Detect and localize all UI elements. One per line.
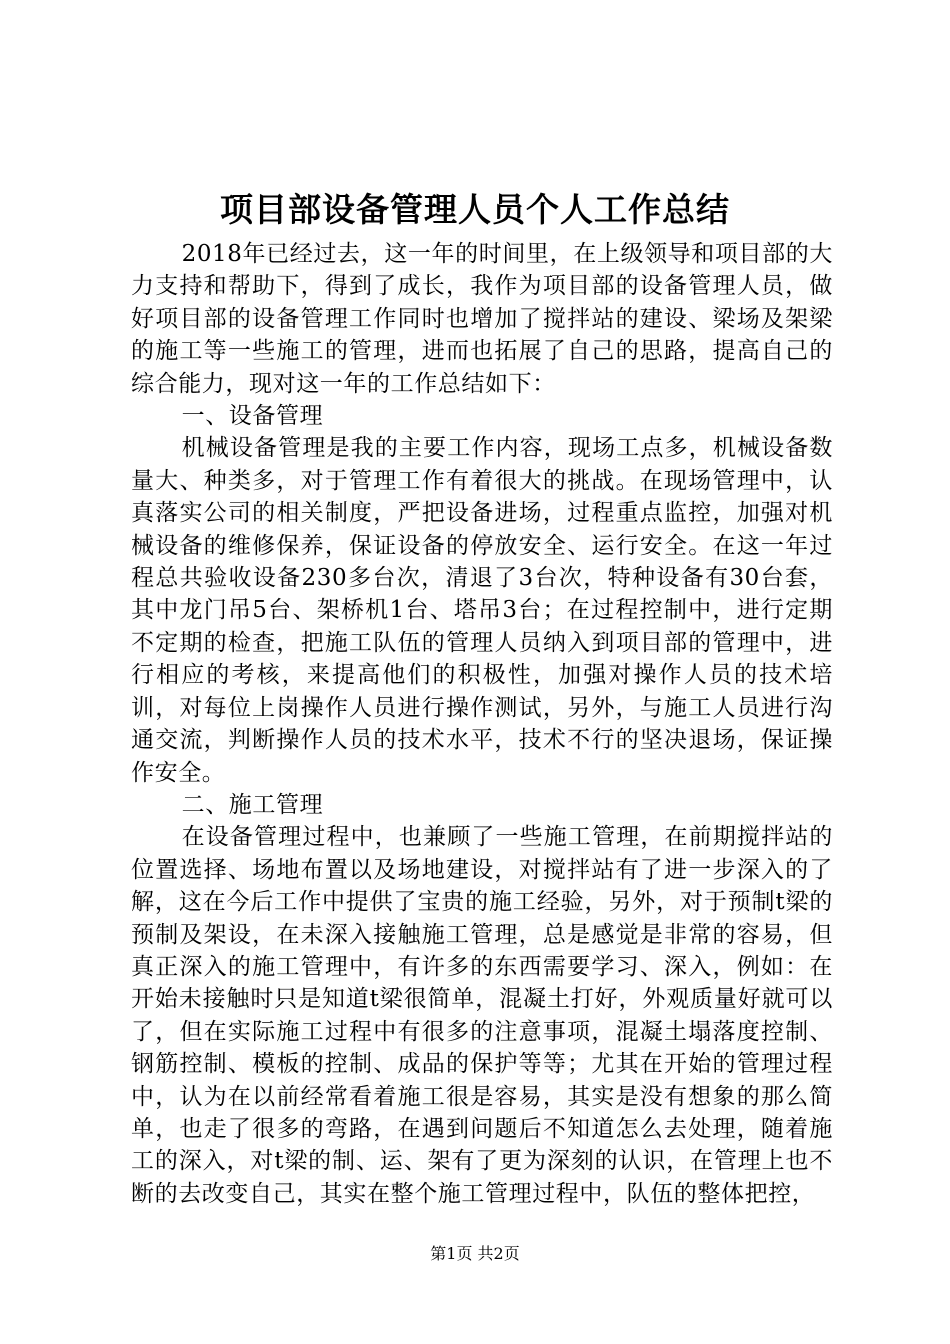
equipment-paragraph: 机械设备管理是我的主要工作内容，现场工点多，机械设备数量大、种类多，对于管理工作有着很大的挑战。在现场管理中，认真落实公司的相关制度，严把设备进场，过程重点监控，加强对机械设备的维修保养，保证设备的停放安全、运行安全。在这一年过程总共验收设备230多台次，清退了3台次，特种设备有30台套，其中龙门吊5台、架桥机1台、塔吊3台；在过程控制中，进行定期不定期的检查，把施工队伍的管理人员纳入到项目部的管理中，进行相应的考核，来提高他们的积极性，加强对操作人员的技术培训，对每位上岗操作人员进行操作测试，另外，与施工人员进行沟通交流，判断操作人员的技术水平，技术不行的坚决退场，保证操作安全。 [131, 435, 833, 786]
section-heading-equipment: 一、设备管理 [181, 403, 324, 430]
section-heading-construction: 二、施工管理 [181, 791, 324, 818]
page-number-footer: 第1页 共2页 [430, 1244, 520, 1263]
document-title: 项目部设备管理人员个人工作总结 [220, 190, 730, 229]
document-body [131, 238, 833, 1210]
construction-paragraph: 在设备管理过程中，也兼顾了一些施工管理，在前期搅拌站的位置选择、场地布置以及场地建设，对搅拌站有了进一步深入的了解，这在今后工作中提供了宝贵的施工经验，另外，对于预制t梁的预制及架设，在未深入接触施工管理，总是感觉是非常的容易，但真正深入的施工管理中，有许多的东西需要学习、深入，例如：在开始未接触时只是知道t梁很简单，混凝土打好，外观质量好就可以了，但在实际施工过程中有很多的注意事项，混凝土塌落度控制、钢筋控制、模板的控制、成品的保护等等；尤其在开始的管理过程中，认为在以前经常看着施工很是容易，其实是没有想象的那么简单，也走了很多的弯路，在遇到问题后不知道怎么去处理，随着施工的深入，对t梁的制、运、架有了更为深刻的认识，在管理上也不断的去改变自己，其实在整个施工管理过程中，队伍的整体把控， [131, 824, 833, 1207]
intro-paragraph: 2018年已经过去，这一年的时间里，在上级领导和项目部的大力支持和帮助下，得到了成长，我作为项目部的设备管理人员，做好项目部的设备管理工作同时也增加了搅拌站的建设、梁场及架梁的施工等一些施工的管理，进而也拓展了自己的思路，提高自己的综合能力，现对这一年的工作总结如下： [131, 241, 833, 397]
